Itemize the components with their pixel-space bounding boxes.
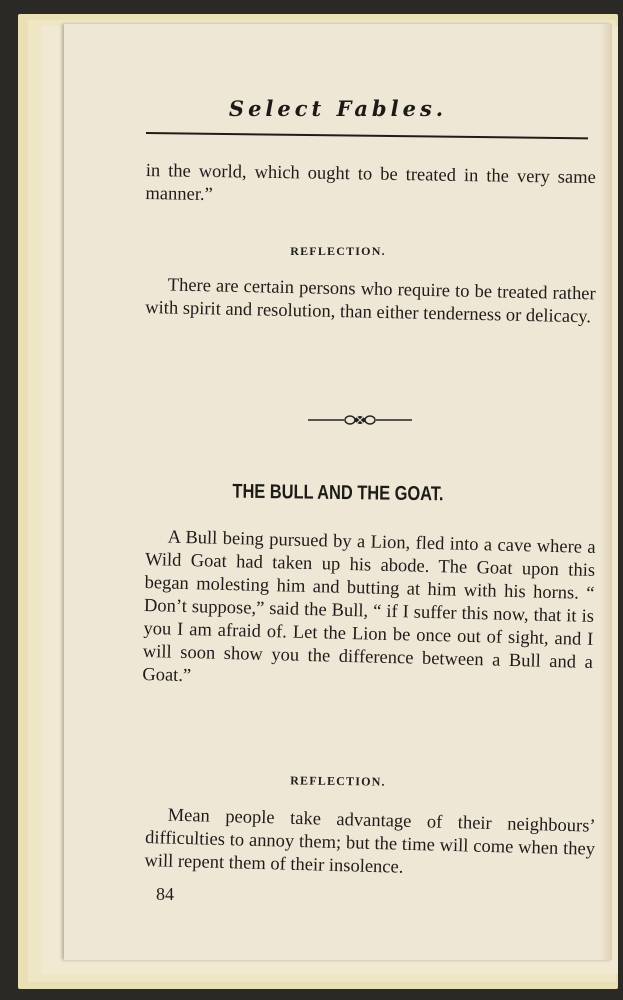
continuation-text: in the world, which ought to be treated in the very same manner.”	[145, 160, 596, 206]
reflection-text-2: Mean people take advantage of their neighbours’ difficulties to annoy them; but the time will come when they will repent them of their insolence.	[144, 805, 596, 878]
reflection-text-1: There are certain persons who require to be treated rather with spirit and resolution, than either tenderness or delicacy.	[145, 275, 596, 328]
reflection-paragraph-1	[145, 274, 596, 329]
fable-text: A Bull being pursued by a Lion, fled into a cave where a Wild Goat had taken up his abode. The Goat upon this began molesting him and butting at him with his horns. “ Don’t suppose,” said the Bull, “ if I suffer this now, that it is you I am afraid of. Let the Lion be once out of sight, and I will soon show you the difference between a Bull and a Goat.”	[142, 527, 596, 687]
header-rule	[146, 132, 588, 139]
page-edge	[600, 24, 612, 960]
fable-title: THE BULL AND THE GOAT.	[232, 480, 444, 506]
continuation-paragraph	[145, 160, 596, 213]
reflection-heading-2: REFLECTION.	[290, 773, 386, 789]
reflection-paragraph-2	[144, 804, 596, 885]
fable-paragraph	[142, 526, 596, 698]
ornament-divider-icon	[308, 412, 412, 428]
reflection-heading-1: REFLECTION.	[290, 244, 386, 258]
page-number: 84	[156, 884, 174, 904]
running-head: Select Fables.	[228, 96, 448, 121]
book-page	[64, 24, 612, 960]
